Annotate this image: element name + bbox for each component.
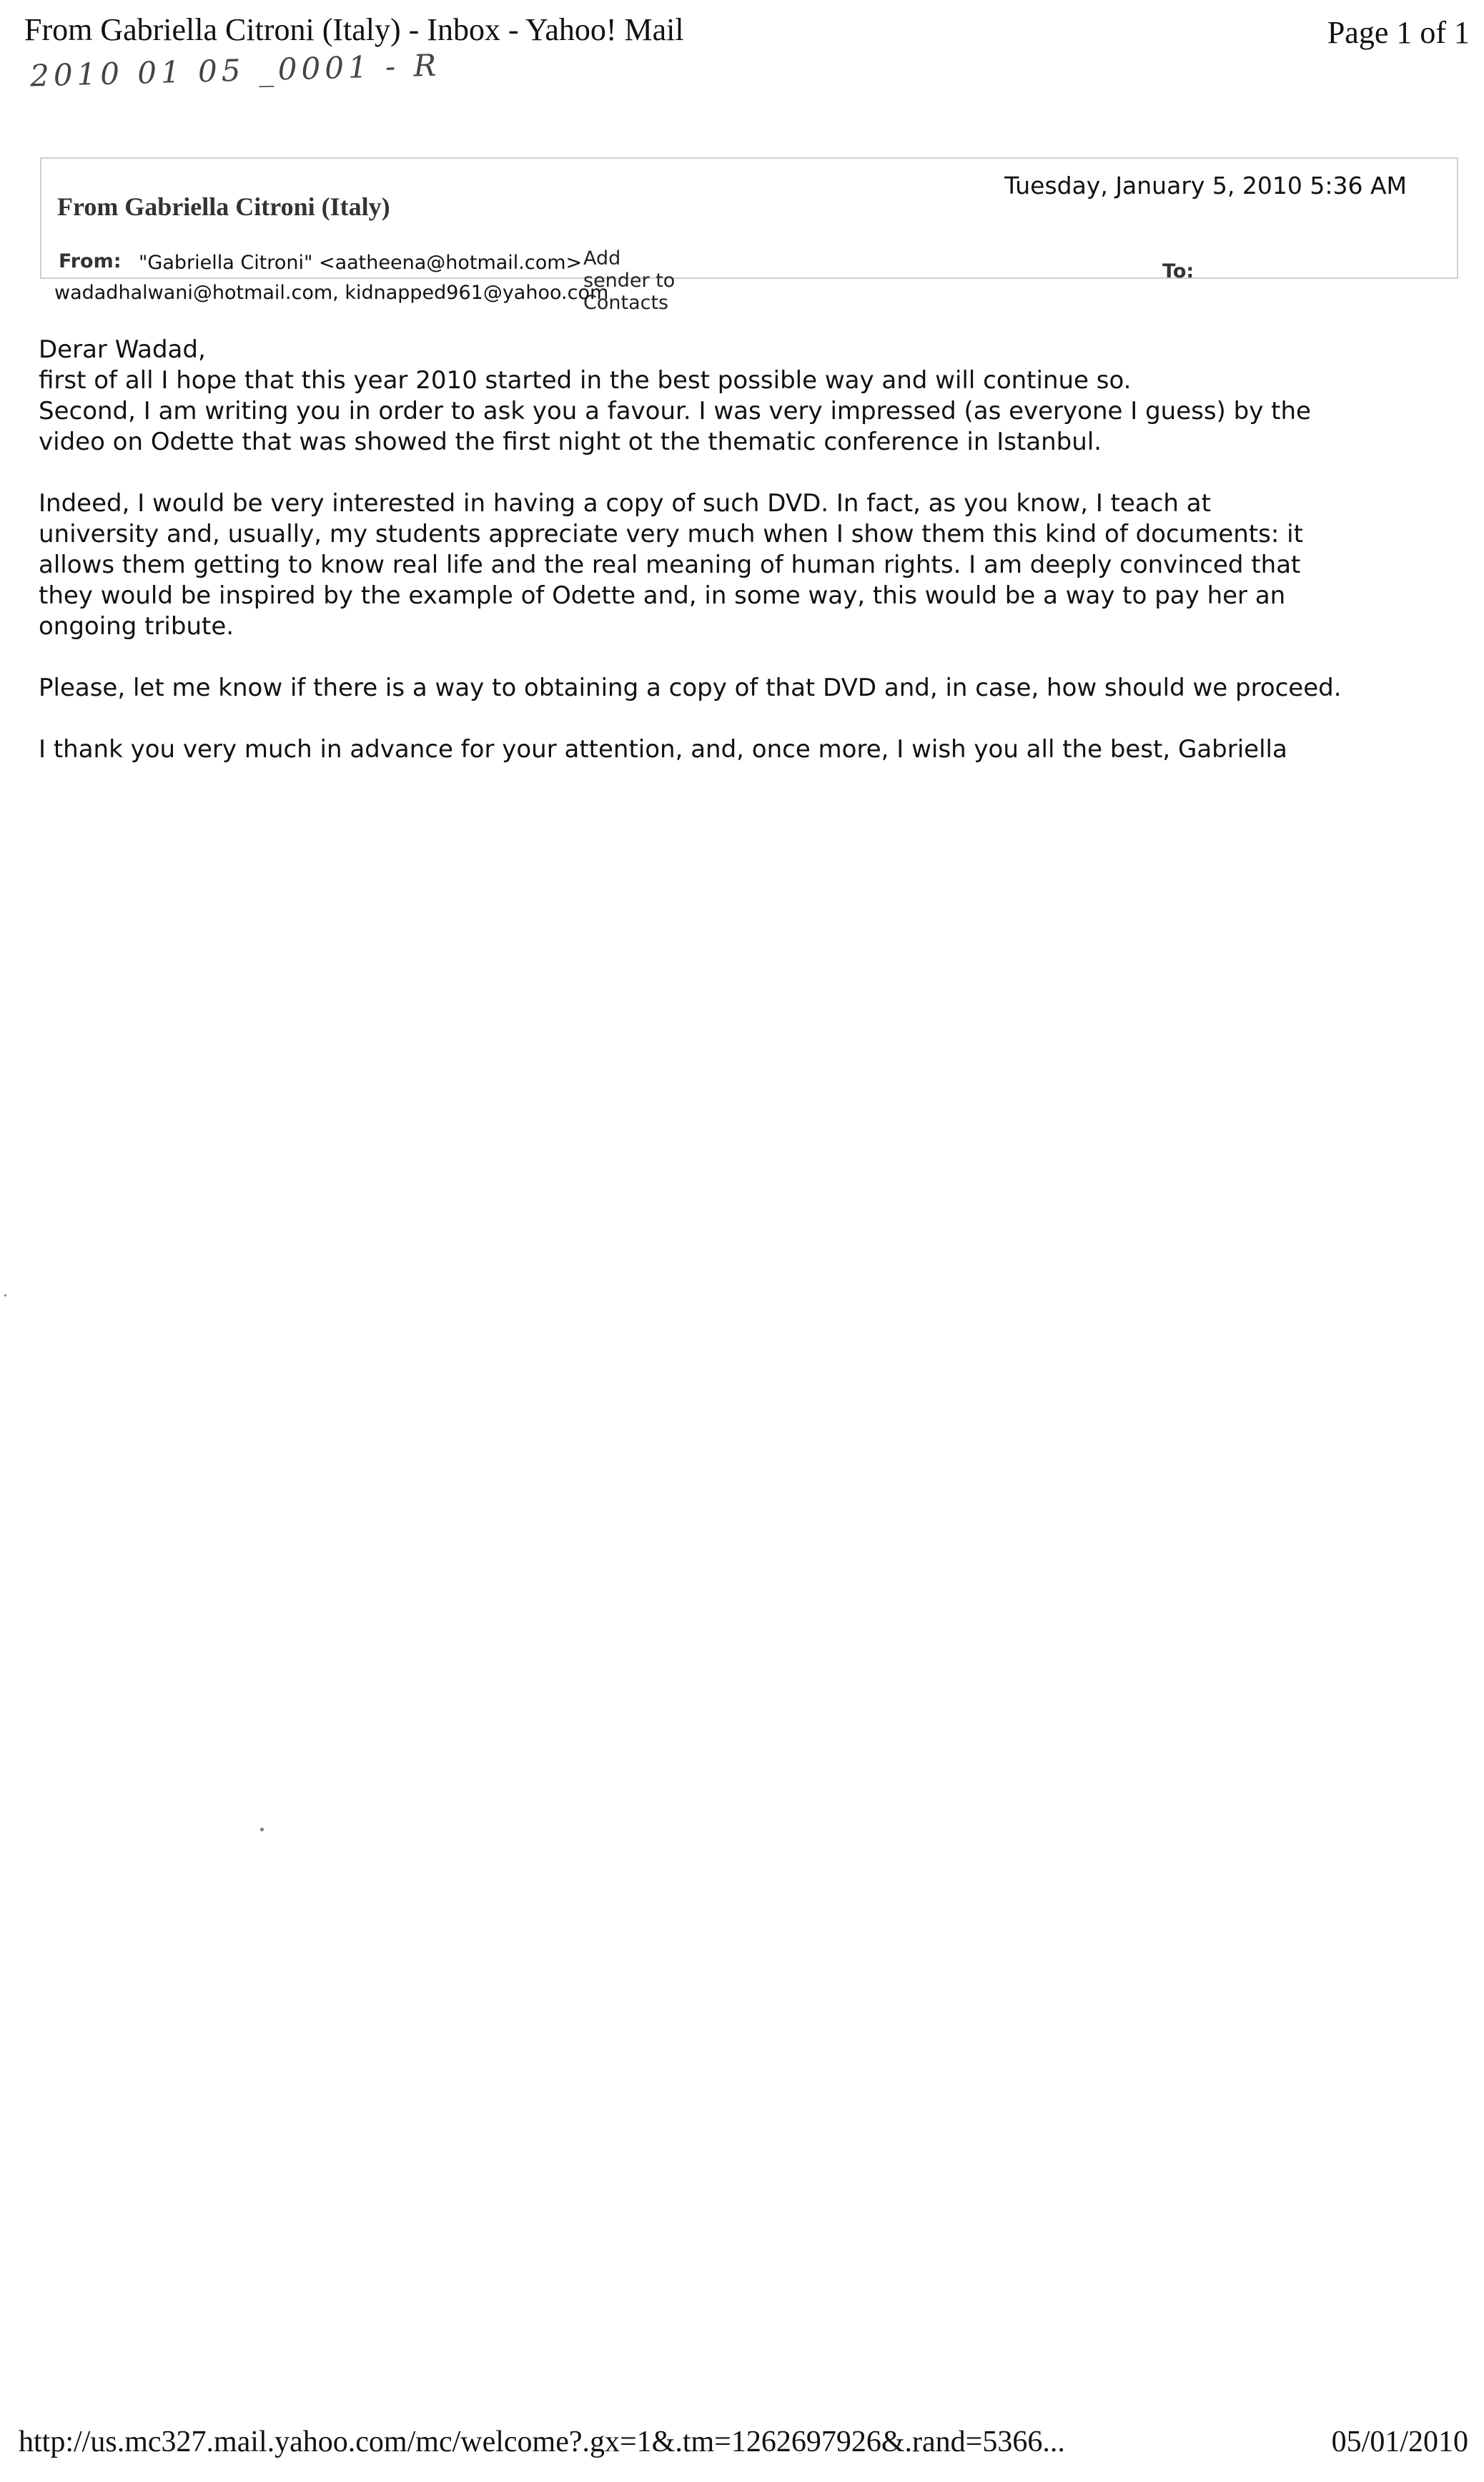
print-header-page-number: Page 1 of 1 (1327, 15, 1470, 50)
from-label: From: (59, 250, 122, 272)
body-line: allows them getting to know real life and the real meaning of human rights. I am deeply convinced that (39, 551, 1301, 579)
body-line: ongoing tribute. (39, 612, 234, 641)
print-footer-date: 05/01/2010 (1331, 2426, 1468, 2458)
print-footer-url: http://us.mc327.mail.yahoo.com/mc/welcome?.gx=1&.tm=1262697926&.rand=5366... (19, 2426, 1065, 2458)
body-paragraph-3: Please, let me know if there is a way to obtaining a copy of that DVD and, in case, how should we proceed. (39, 674, 1342, 702)
scan-speck (260, 1828, 264, 1831)
body-paragraph-4: I thank you very much in advance for your attention, and, once more, I wish you all the best, Gabriella (39, 735, 1287, 764)
email-body (39, 335, 1454, 796)
email-subject: From Gabriella Citroni (Italy) (57, 192, 390, 221)
print-header-title: From Gabriella Citroni (Italy) - Inbox - Yahoo! Mail (24, 12, 684, 47)
handwritten-reference-number: 2010 01 05 _0001 - R (29, 47, 441, 94)
add-sender-to-contacts-link[interactable]: Add sender to Contacts (583, 247, 676, 314)
body-line: Indeed, I would be very interested in having a copy of such DVD. In fact, as you know, I teach at (39, 489, 1211, 518)
scan-speck (4, 1294, 6, 1296)
body-line: first of all I hope that this year 2010 started in the best possible way and will continue so. (39, 366, 1132, 395)
from-address: "Gabriella Citroni" <aatheena@hotmail.com> (139, 252, 583, 274)
email-date: Tuesday, January 5, 2010 5:36 AM (1004, 172, 1407, 200)
body-line: Second, I am writing you in order to ask you a favour. I was very impressed (as everyone I guess) by the (39, 397, 1311, 425)
body-line: Derar Wadad, (39, 335, 206, 364)
to-addresses: wadadhalwani@hotmail.com, kidnapped961@yahoo.com (54, 282, 609, 304)
body-paragraph-2 (39, 488, 1454, 642)
to-label: To: (1162, 260, 1194, 282)
body-line: video on Odette that was showed the first night ot the thematic conference in Istanbul. (39, 428, 1102, 456)
body-paragraph-1 (39, 335, 1454, 458)
body-line: university and, usually, my students appreciate very much when I show them this kind of documents: it (39, 520, 1303, 548)
body-line: they would be inspired by the example of Odette and, in some way, this would be a way to pay her an (39, 581, 1286, 610)
